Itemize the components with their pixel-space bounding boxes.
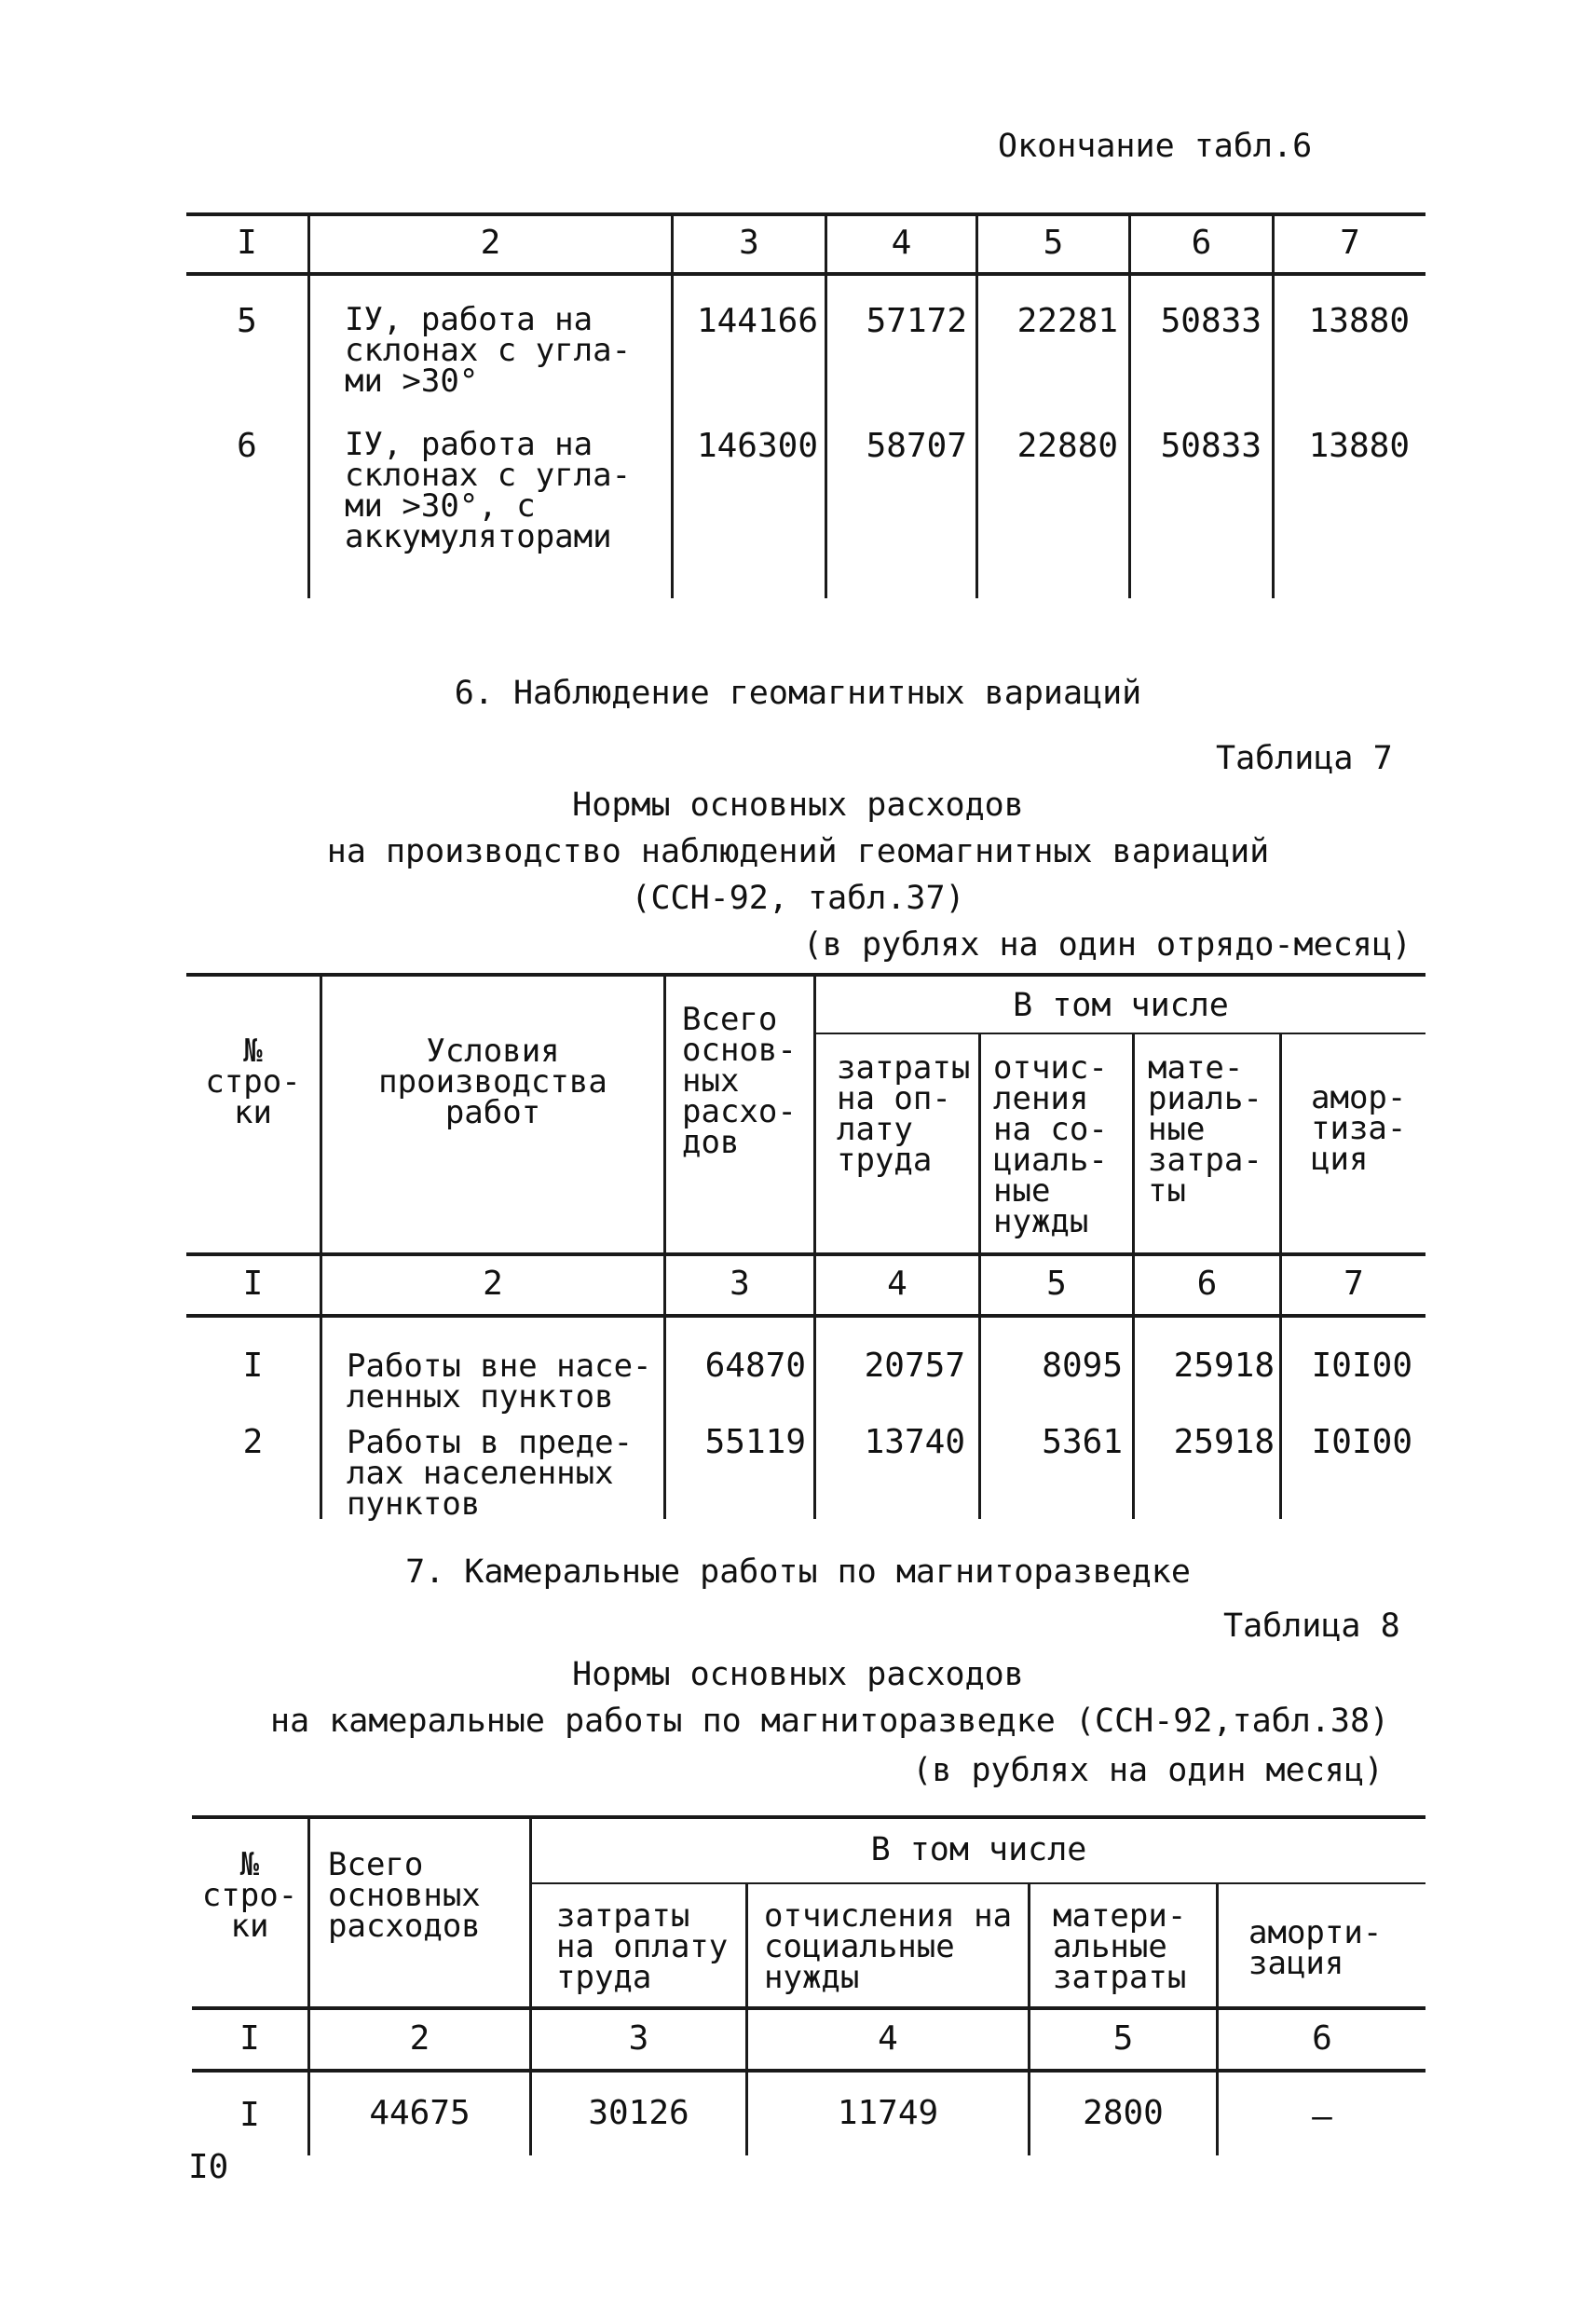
col-number: I: [237, 224, 257, 262]
row-number: I: [242, 1347, 264, 1385]
row-number: I: [239, 2096, 260, 2134]
material-cost: 50833: [1160, 427, 1262, 465]
col-number: 7: [1340, 224, 1360, 262]
col-number: 2: [483, 1265, 503, 1303]
total-cost: 144166: [696, 302, 818, 340]
col-number: I: [239, 2019, 260, 2058]
header-including: В том числе: [1013, 987, 1229, 1024]
header-amortization: аморти- зация: [1248, 1914, 1383, 1982]
col-number: 5: [1046, 1265, 1067, 1303]
col-number: 6: [1312, 2019, 1332, 2058]
total-cost: 64870: [704, 1347, 806, 1385]
labor-cost: 13740: [864, 1423, 965, 1461]
header-total: Всего основных расходов: [328, 1846, 481, 1945]
col-number: 4: [878, 2019, 898, 2058]
col-number: 6: [1196, 1265, 1218, 1303]
header-material: мате- риаль- ные затра- ты: [1148, 1049, 1262, 1210]
table-7-subtitle: на производство наблюдений геомагнитных вариаций: [326, 833, 1270, 870]
header-total: Всего основ- ных расхо- дов: [682, 1001, 797, 1161]
col-number: 5: [1112, 2019, 1134, 2058]
header-labor: затраты на оплату труда: [556, 1897, 729, 1996]
header-social: отчисления на социальные нужды: [764, 1897, 1013, 1996]
header-row-number: № стро- ки: [201, 1846, 298, 1945]
col-number: 3: [628, 2019, 649, 2058]
amortization-cost: I0I00: [1311, 1423, 1412, 1461]
table-8-label: Таблица 8: [1223, 1607, 1400, 1645]
header-amortization: амор- тиза- ция: [1311, 1079, 1407, 1178]
table-7-unit-note: (в рублях на один отрядо-месяц): [802, 926, 1412, 964]
material-cost: 25918: [1173, 1347, 1275, 1385]
table-8-unit-note: (в рублях на один месяц): [912, 1752, 1384, 1789]
table-7-title: Нормы основных расходов: [572, 787, 1024, 824]
amortization-cost: –: [1312, 2098, 1332, 2136]
labor-cost: 58707: [866, 427, 967, 465]
col-number: 3: [730, 1265, 750, 1303]
page-number: I0: [188, 2148, 229, 2186]
col-number: 7: [1344, 1265, 1364, 1303]
col-number: 6: [1191, 224, 1212, 262]
header-row-number: № стро- ки: [205, 1033, 301, 1131]
social-cost: 22281: [1016, 302, 1118, 340]
labor-cost: 20757: [864, 1347, 965, 1385]
amortization-cost: 13880: [1308, 427, 1410, 465]
amortization-cost: I0I00: [1311, 1347, 1412, 1385]
header-material: матери- альные затраты: [1053, 1897, 1187, 1996]
total-cost: 44675: [369, 2094, 471, 2132]
table-7-label: Таблица 7: [1216, 740, 1393, 777]
col-number: I: [242, 1265, 264, 1303]
labor-cost: 57172: [866, 302, 967, 340]
social-cost: 22880: [1016, 427, 1118, 465]
continuation-label: Окончание табл.6: [998, 128, 1313, 165]
col-number: 4: [887, 1265, 907, 1303]
labor-cost: 30126: [588, 2094, 689, 2132]
work-condition: Работы вне насе- ленных пунктов: [347, 1348, 652, 1416]
row-number: 6: [237, 427, 257, 465]
header-including: В том числе: [870, 1831, 1087, 1868]
material-cost: 50833: [1160, 302, 1262, 340]
table-8-title: Нормы основных расходов: [572, 1656, 1024, 1693]
work-condition: IУ, работа на склонах с угла- ми >30°: [345, 301, 632, 400]
header-social: отчис- ления на со- циаль- ные нужды: [993, 1049, 1108, 1240]
table-8-subtitle: на камеральные работы по магниторазведке (ССН-92,табл.38): [270, 1703, 1390, 1740]
row-number: 5: [237, 302, 257, 340]
material-cost: 2800: [1083, 2094, 1164, 2132]
total-cost: 55119: [704, 1423, 806, 1461]
amortization-cost: 13880: [1308, 302, 1410, 340]
header-conditions: Условия производства работ: [378, 1033, 607, 1131]
social-cost: 5361: [1042, 1423, 1123, 1461]
social-cost: 8095: [1042, 1347, 1123, 1385]
material-cost: 25918: [1173, 1423, 1275, 1461]
row-number: 2: [242, 1423, 264, 1461]
col-number: 3: [739, 224, 759, 262]
col-number: 2: [480, 224, 501, 262]
total-cost: 146300: [696, 427, 818, 465]
col-number: 2: [409, 2019, 430, 2058]
section-7-heading: 7. Камеральные работы по магниторазведке: [405, 1553, 1191, 1591]
social-cost: 11749: [837, 2094, 939, 2132]
header-labor: затраты на оп- лату труда: [837, 1049, 971, 1179]
table-7-source: (ССН-92, табл.37): [631, 880, 965, 917]
work-condition: IУ, работа на склонах с угла- ми >30°, с аккумуляторами: [345, 426, 632, 555]
col-number: 4: [891, 224, 912, 262]
section-6-heading: 6. Наблюдение геомагнитных вариаций: [454, 675, 1142, 712]
col-number: 5: [1043, 224, 1064, 262]
work-condition: Работы в преде- лах населенных пунктов: [347, 1424, 634, 1523]
